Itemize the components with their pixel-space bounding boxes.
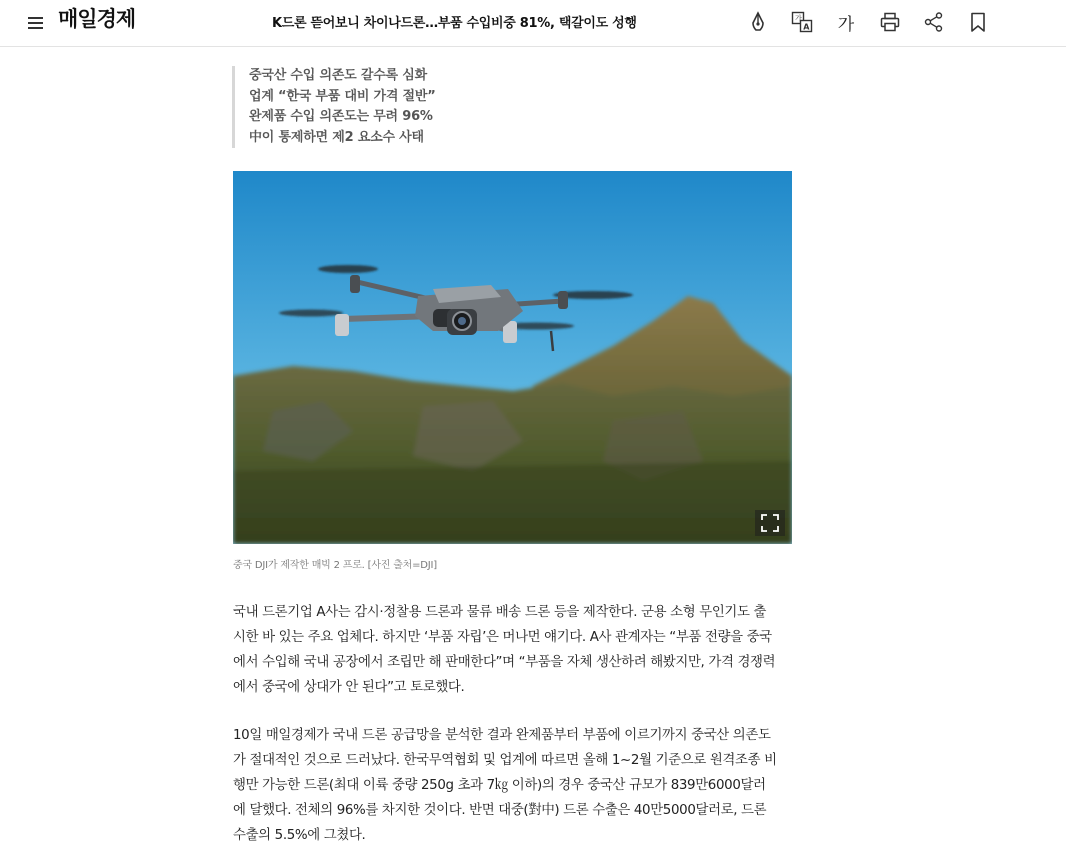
- fullscreen-icon: [761, 514, 779, 532]
- drone-photo-illustration: [233, 171, 792, 544]
- translate-icon: [791, 11, 813, 33]
- summary-line: 업계 “한국 부품 대비 가격 절반”: [249, 88, 436, 104]
- top-header: [0, 0, 1066, 47]
- paragraph-line: 행만 가능한 드론(최대 이륙 중량 250g 초과 7㎏ 이하)의 경우 중국산 규모가 839만6000달러: [233, 778, 766, 793]
- paragraph-line: 에 달했다. 전체의 96%를 차지한 것이다. 반면 대중(對中) 드론 수출은 40만5000달러로, 드론: [233, 803, 767, 818]
- paragraph-line: 수출의 5.5%에 그쳤다.: [233, 828, 366, 843]
- printer-icon: [879, 11, 901, 33]
- summary-line: 中이 통제하면 제2 요소수 사태: [249, 129, 424, 145]
- summary-line: 완제품 수입 의존도는 무려 96%: [249, 109, 433, 124]
- paragraph-line: 에서 중국에 상대가 안 된다”고 토로했다.: [233, 680, 465, 695]
- paragraph-line: 국내 드론기업 A사는 감시·정찰용 드론과 물류 배송 드론 등을 제작한다. 군용 소형 무인기도 출: [233, 605, 767, 620]
- fountain-pen-icon: [747, 11, 769, 33]
- menu-button[interactable]: [26, 13, 46, 33]
- bookmark-button[interactable]: [964, 8, 992, 36]
- site-logo[interactable]: 매일경제: [58, 7, 136, 31]
- article-photo[interactable]: [233, 171, 792, 544]
- article-paragraph-2: [233, 723, 793, 848]
- paragraph-line: 시한 바 있는 주요 업체다. 하지만 ‘부품 자립’은 머나먼 얘기다. A사 관계자는 “부품 전량을 중국: [233, 630, 772, 645]
- article-paragraph-1: [233, 600, 793, 700]
- paragraph-line: 가 절대적인 것으로 드러났다. 한국무역협회 및 업계에 따르면 올해 1~2월 기준으로 원격조종 비: [233, 753, 777, 768]
- share-button[interactable]: [920, 8, 948, 36]
- translate-button[interactable]: [788, 8, 816, 36]
- expand-photo-button[interactable]: [755, 510, 785, 536]
- article-summary: [232, 66, 436, 148]
- article-toolbar: [744, 8, 994, 36]
- article-headline: K드론 뜯어보니 차이나드론…부품 수입비중 81%, 택갈이도 성행: [272, 16, 637, 31]
- share-icon: [923, 11, 945, 33]
- font-size-button[interactable]: [832, 8, 860, 36]
- reader-button[interactable]: [744, 8, 772, 36]
- hamburger-icon: [28, 17, 43, 19]
- print-button[interactable]: [876, 8, 904, 36]
- hamburger-icon-line: [28, 22, 43, 24]
- paragraph-line: 10일 매일경제가 국내 드론 공급망을 분석한 결과 완제품부터 부품에 이르기까지 중국산 의존도: [233, 728, 771, 743]
- font-size-label: 가: [837, 14, 855, 35]
- paragraph-line: 에서 수입해 국내 공장에서 조립만 해 판매한다”며 “부품을 자체 생산하려 해봤지만, 가격 경쟁력: [233, 655, 776, 670]
- photo-caption: 중국 DJI가 제작한 매빅 2 프로. [사진 출처=DJI]: [233, 560, 438, 571]
- bookmark-icon: [967, 11, 989, 33]
- svg-text:A: A: [803, 22, 810, 32]
- svg-text:가: 가: [795, 14, 802, 23]
- summary-line: 중국산 수입 의존도 갈수록 심화: [249, 68, 427, 83]
- hamburger-icon-line-2: [28, 27, 43, 29]
